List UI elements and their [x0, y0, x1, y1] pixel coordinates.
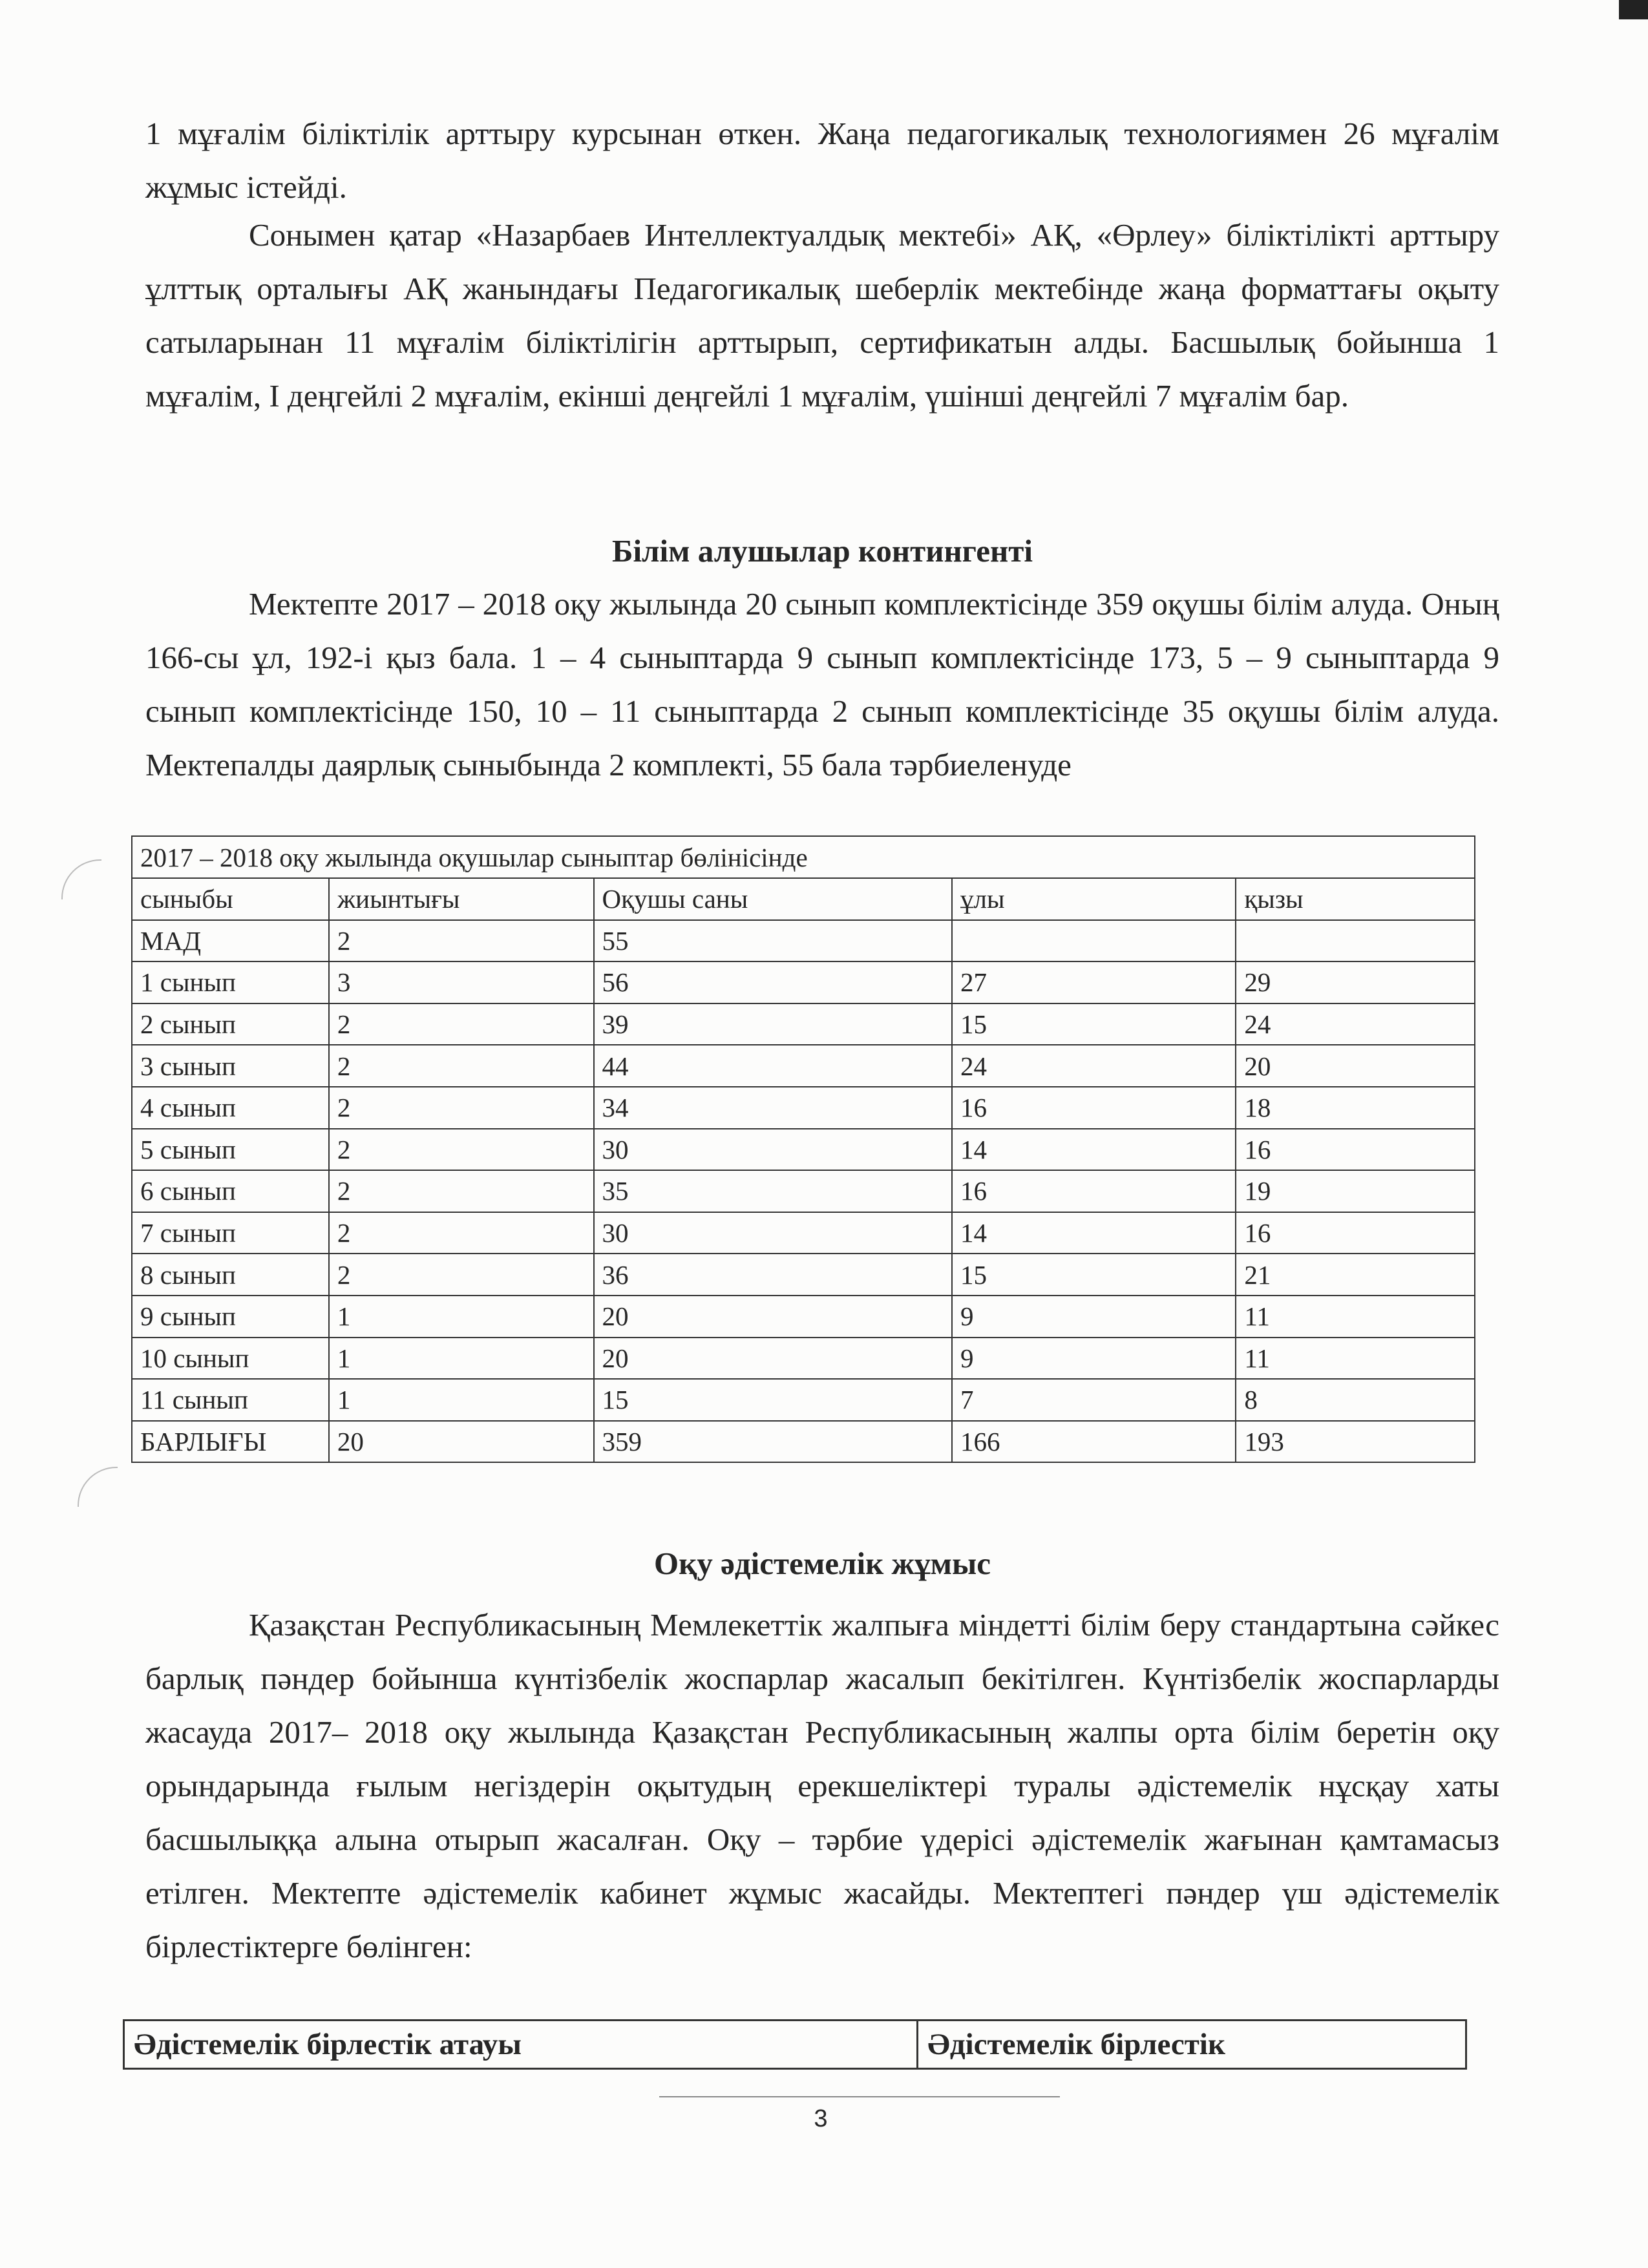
table-cell: 2: [329, 1003, 594, 1045]
table-row: [132, 961, 1475, 1003]
contingent-paragraph: [145, 577, 1499, 792]
table-row: [132, 1129, 1475, 1171]
table-cell: 29: [1236, 961, 1475, 1003]
table-cell: 8 сынып: [132, 1254, 329, 1296]
table-cell: 36: [594, 1254, 952, 1296]
table-cell: 1: [329, 1379, 594, 1421]
table-row: [132, 1421, 1475, 1463]
page-number: 3: [814, 2105, 828, 2132]
table-cell: 20: [329, 1421, 594, 1463]
table-cell: 24: [1236, 1003, 1475, 1045]
table-cell: 359: [594, 1421, 952, 1463]
table-cell: 1: [329, 1296, 594, 1338]
table-cell: 11 сынып: [132, 1379, 329, 1421]
table-cell: 55: [594, 920, 952, 962]
table-cell: 30: [594, 1129, 952, 1171]
table-row: [132, 1296, 1475, 1338]
table-cell: 18: [1236, 1087, 1475, 1129]
paragraph-contingent: Мектепте 2017 – 2018 оқу жылында 20 сынып комплектісінде 359 оқушы білім алуда. Оның 166-сы ұл, 192-і қыз бала. 1 – 4 сыныптарда 9 сынып комплектісінде 173, 5 – 9 сыныптарда 9 сынып комплектісінде 150, 10 – 11 сыныптарда 2 сынып комплектісінде 35 оқушы білім алуда. Мектепалды даярлық сыныбында 2 комплекті, 55 бала тәрбиеленуде: [145, 586, 1499, 782]
table-row: [132, 1379, 1475, 1421]
table-cell: 44: [594, 1045, 952, 1087]
table-cell: 16: [952, 1087, 1236, 1129]
table-row: [132, 1087, 1475, 1129]
table-cell: 15: [952, 1003, 1236, 1045]
table-cell: 3 сынып: [132, 1045, 329, 1087]
table-cell: 1 сынып: [132, 961, 329, 1003]
header-cell: ұлы: [952, 878, 1236, 920]
scan-margin-mark: [61, 859, 101, 899]
table-cell: 14: [952, 1129, 1236, 1171]
table-cell: 9 сынып: [132, 1296, 329, 1338]
table-cell: 15: [952, 1254, 1236, 1296]
table-row: [132, 1338, 1475, 1380]
table-cell: 2: [329, 1045, 594, 1087]
table-cell: 11: [1236, 1338, 1475, 1380]
certification-paragraph: [145, 208, 1499, 423]
section-heading-contingent: Білім алушылар контингенті: [612, 533, 1033, 569]
table-cell: 14: [952, 1212, 1236, 1254]
table-cell: 39: [594, 1003, 952, 1045]
table-cell: [952, 920, 1236, 962]
table-header-row: [124, 2021, 1466, 2069]
table-cell: 193: [1236, 1421, 1475, 1463]
paragraph-methodical: Қазақстан Республикасының Мемлекеттік жалпыға міндетті білім беру стандартына сәйкес барлық пәндер бойынша күнтізбелік жоспарлар жасалып бекітілген. Күнтізбелік жоспарларды жасауда 2017– 2018 оқу жылында Қазақстан Республикасының жалпы орта білім беретін оқу орындарында ғылым негіздерін оқытудың ерекшеліктері туралы әдістемелік нұсқау хаты басшылыққа алына отырып жасалған. Оқу – тәрбие үдерісі әдістемелік жағынан қамтамасыз етілген. Мектепте әдістемелік кабинет жұмыс жасайды. Мектептегі пәндер үш әдістемелік бірлестіктерге бөлінген:: [145, 1607, 1499, 1964]
table-cell: БАРЛЫҒЫ: [132, 1421, 329, 1463]
table-cell: 1: [329, 1338, 594, 1380]
table-cell: 7: [952, 1379, 1236, 1421]
table-cell: 56: [594, 961, 952, 1003]
header-cell: Әдістемелік бірлестік атауы: [124, 2021, 918, 2069]
table-cell: 2: [329, 1129, 594, 1171]
table-cell: 24: [952, 1045, 1236, 1087]
table-cell: 2: [329, 920, 594, 962]
methodical-paragraph: [145, 1598, 1499, 1973]
table-cell: 16: [1236, 1129, 1475, 1171]
table-cell: 21: [1236, 1254, 1475, 1296]
table-row: [132, 1254, 1475, 1296]
intro-paragraph: [145, 107, 1499, 214]
table-cell: 166: [952, 1421, 1236, 1463]
table-cell: 20: [594, 1296, 952, 1338]
scan-margin-mark: [78, 1467, 118, 1507]
header-cell: сыныбы: [132, 878, 329, 920]
table-cell: МАД: [132, 920, 329, 962]
table-cell: 2: [329, 1254, 594, 1296]
table-cell: 35: [594, 1170, 952, 1212]
table-row: [132, 1045, 1475, 1087]
table-cell: 20: [1236, 1045, 1475, 1087]
table-cell: 7 сынып: [132, 1212, 329, 1254]
table-cell: 10 сынып: [132, 1338, 329, 1380]
table-cell: 20: [594, 1338, 952, 1380]
paragraph-certification: Сонымен қатар «Назарбаев Интеллектуалдық мектебі» АҚ, «Өрлеу» біліктілікті арттыру ұлттық орталығы АҚ жанындағы Педагогикалық шеберлік мектебінде жаңа форматтағы оқыту сатыларынан 11 мұғалім біліктілігін арттырып, сертификатын алды. Басшылық бойынша 1 мұғалім, І деңгейлі 2 мұғалім, екінші деңгейлі 1 мұғалім, үшінші деңгейлі 7 мұғалім бар.: [145, 217, 1499, 414]
table-header-row: [132, 878, 1475, 920]
header-cell: Оқушы саны: [594, 878, 952, 920]
table-row: [132, 1003, 1475, 1045]
paragraph-teachers-courses: 1 мұғалім біліктілік арттыру курсынан өткен. Жаңа педагогикалық технологиямен 26 мұғалім жұмыс істейді.: [145, 116, 1499, 205]
header-cell: жиынтығы: [329, 878, 594, 920]
table-cell: 8: [1236, 1379, 1475, 1421]
table-cell: 2: [329, 1170, 594, 1212]
table-cell: 9: [952, 1338, 1236, 1380]
section-heading-methodical: Оқу әдістемелік жұмыс: [654, 1546, 991, 1581]
table-caption-row: [132, 836, 1475, 878]
table-cell: 2: [329, 1087, 594, 1129]
methodical-associations-table: [123, 2019, 1467, 2070]
scan-corner-mark: [1619, 0, 1648, 19]
table-cell: 5 сынып: [132, 1129, 329, 1171]
table-cell: 4 сынып: [132, 1087, 329, 1129]
table-cell: 16: [1236, 1212, 1475, 1254]
table-cell: 34: [594, 1087, 952, 1129]
table-caption: 2017 – 2018 оқу жылында оқушылар сыныптар бөлінісінде: [132, 836, 1475, 878]
table-cell: 11: [1236, 1296, 1475, 1338]
table-cell: 6 сынып: [132, 1170, 329, 1212]
table-row: [132, 920, 1475, 962]
header-cell: қызы: [1236, 878, 1475, 920]
table-cell: 2 сынып: [132, 1003, 329, 1045]
table-cell: 19: [1236, 1170, 1475, 1212]
table-cell: 16: [952, 1170, 1236, 1212]
table-cell: 9: [952, 1296, 1236, 1338]
table-cell: 27: [952, 961, 1236, 1003]
table-cell: 30: [594, 1212, 952, 1254]
header-cell: Әдістемелік бірлестік: [918, 2021, 1466, 2069]
table-cell: 2: [329, 1212, 594, 1254]
footer-divider: [659, 2096, 1060, 2097]
table-cell: 3: [329, 961, 594, 1003]
table-row: [132, 1170, 1475, 1212]
contingent-table: [131, 835, 1475, 1463]
table-row: [132, 1212, 1475, 1254]
table-cell: [1236, 920, 1475, 962]
table-cell: 15: [594, 1379, 952, 1421]
